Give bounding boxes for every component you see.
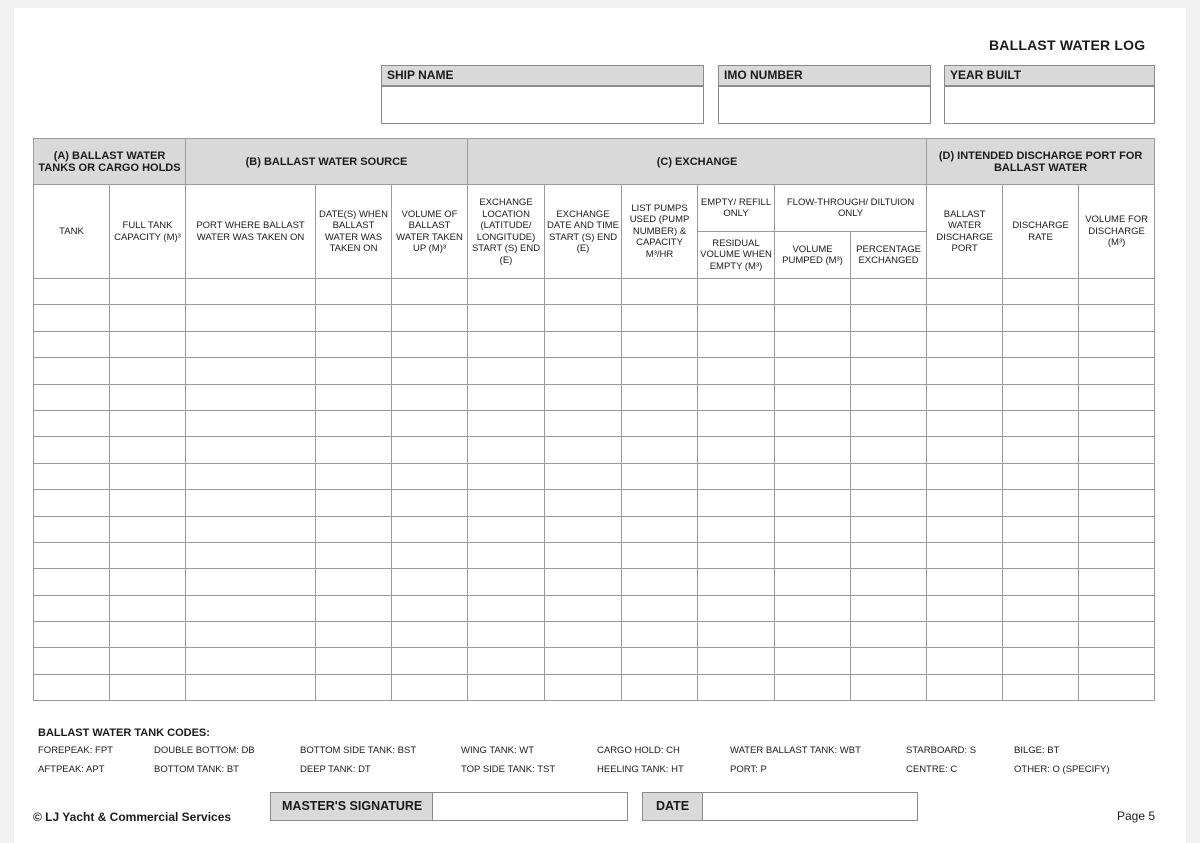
log-cell[interactable]	[1003, 437, 1079, 463]
log-cell[interactable]	[392, 463, 468, 489]
log-cell[interactable]	[34, 358, 110, 384]
code-wing-tank: WING TANK: WT	[461, 745, 535, 756]
log-cell[interactable]	[468, 648, 545, 674]
log-cell[interactable]	[468, 516, 545, 542]
log-cell[interactable]	[392, 410, 468, 436]
log-cell[interactable]	[775, 490, 851, 516]
log-cell[interactable]	[468, 569, 545, 595]
log-cell[interactable]	[110, 595, 186, 621]
code-top-side-tank: TOP SIDE TANK: TST	[461, 764, 556, 775]
log-cell[interactable]	[1079, 384, 1155, 410]
log-cell[interactable]	[392, 437, 468, 463]
col-residual-volume: RESIDUAL VOLUME WHEN EMPTY (M³)	[698, 232, 775, 279]
log-cell[interactable]	[468, 410, 545, 436]
log-cell[interactable]	[698, 569, 775, 595]
log-cell[interactable]	[186, 674, 316, 700]
code-aftpeak: AFTPEAK: APT	[38, 764, 105, 775]
section-b-header: (B) BALLAST WATER SOURCE	[186, 139, 468, 185]
log-cell[interactable]	[186, 542, 316, 568]
log-cell[interactable]	[316, 358, 392, 384]
log-row	[34, 463, 1155, 489]
log-cell[interactable]	[775, 648, 851, 674]
log-cell[interactable]	[927, 648, 1003, 674]
ship-name-field[interactable]	[381, 86, 704, 124]
log-cell[interactable]	[698, 595, 775, 621]
log-cell[interactable]	[392, 384, 468, 410]
log-row	[34, 674, 1155, 700]
log-cell[interactable]	[775, 279, 851, 305]
log-cell[interactable]	[316, 542, 392, 568]
col-tank: TANK	[34, 185, 110, 279]
log-cell[interactable]	[316, 516, 392, 542]
log-row	[34, 410, 1155, 436]
log-cell[interactable]	[34, 331, 110, 357]
log-cell[interactable]	[316, 384, 392, 410]
log-cell[interactable]	[1003, 542, 1079, 568]
log-cell[interactable]	[392, 622, 468, 648]
log-cell[interactable]	[34, 622, 110, 648]
log-cell[interactable]	[34, 463, 110, 489]
log-cell[interactable]	[698, 305, 775, 331]
log-cell[interactable]	[775, 437, 851, 463]
code-deep-tank: DEEP TANK: DT	[300, 764, 371, 775]
log-cell[interactable]	[1003, 305, 1079, 331]
log-cell[interactable]	[622, 622, 698, 648]
master-signature-field[interactable]	[432, 792, 628, 821]
log-cell[interactable]	[392, 279, 468, 305]
col-discharge-port: BALLAST WATER DISCHARGE PORT	[927, 185, 1003, 279]
log-cell[interactable]	[1079, 595, 1155, 621]
log-cell[interactable]	[545, 410, 622, 436]
log-cell[interactable]	[927, 595, 1003, 621]
log-cell[interactable]	[775, 331, 851, 357]
tank-codes-title: BALLAST WATER TANK CODES:	[38, 727, 210, 739]
log-cell[interactable]	[34, 490, 110, 516]
log-cell[interactable]	[110, 542, 186, 568]
code-forepeak: FOREPEAK: FPT	[38, 745, 113, 756]
log-cell[interactable]	[1079, 331, 1155, 357]
log-cell[interactable]	[545, 305, 622, 331]
log-cell[interactable]	[1003, 463, 1079, 489]
log-cell[interactable]	[468, 490, 545, 516]
log-row	[34, 622, 1155, 648]
log-cell[interactable]	[927, 569, 1003, 595]
log-row	[34, 358, 1155, 384]
log-cell[interactable]	[545, 490, 622, 516]
log-cell[interactable]	[1003, 648, 1079, 674]
log-cell[interactable]	[927, 384, 1003, 410]
log-cell[interactable]	[1079, 542, 1155, 568]
log-row	[34, 305, 1155, 331]
log-cell[interactable]	[1079, 622, 1155, 648]
log-cell[interactable]	[545, 569, 622, 595]
log-cell[interactable]	[186, 516, 316, 542]
log-cell[interactable]	[468, 463, 545, 489]
log-cell[interactable]	[545, 595, 622, 621]
log-cell[interactable]	[545, 674, 622, 700]
log-cell[interactable]	[622, 595, 698, 621]
code-bottom-side-tank: BOTTOM SIDE TANK: BST	[300, 745, 417, 756]
log-cell[interactable]	[851, 490, 927, 516]
log-cell[interactable]	[622, 463, 698, 489]
log-cell[interactable]	[110, 305, 186, 331]
log-cell[interactable]	[851, 384, 927, 410]
code-other: OTHER: O (SPECIFY)	[1014, 764, 1110, 775]
log-cell[interactable]	[545, 542, 622, 568]
log-row	[34, 384, 1155, 410]
ship-name-label: SHIP NAME	[381, 65, 704, 86]
log-cell[interactable]	[622, 437, 698, 463]
log-cell[interactable]	[545, 622, 622, 648]
log-cell[interactable]	[392, 490, 468, 516]
log-cell[interactable]	[622, 490, 698, 516]
col-exchange-date-time: EXCHANGE DATE AND TIME START (S) END (E)	[545, 185, 622, 279]
log-cell[interactable]	[698, 437, 775, 463]
log-cell[interactable]	[1079, 648, 1155, 674]
log-cell[interactable]	[927, 410, 1003, 436]
log-cell[interactable]	[468, 674, 545, 700]
log-cell[interactable]	[186, 358, 316, 384]
log-cell[interactable]	[927, 674, 1003, 700]
log-cell[interactable]	[1003, 595, 1079, 621]
log-cell[interactable]	[927, 279, 1003, 305]
log-cell[interactable]	[186, 569, 316, 595]
imo-number-field[interactable]	[718, 86, 931, 124]
log-cell[interactable]	[1079, 437, 1155, 463]
log-cell[interactable]	[34, 595, 110, 621]
log-cell[interactable]	[392, 569, 468, 595]
log-cell[interactable]	[698, 384, 775, 410]
section-a-header: (A) BALLAST WATER TANKS OR CARGO HOLDS	[34, 139, 186, 185]
log-cell[interactable]	[110, 384, 186, 410]
log-cell[interactable]	[1079, 410, 1155, 436]
log-cell[interactable]	[1079, 279, 1155, 305]
log-cell[interactable]	[110, 358, 186, 384]
log-cell[interactable]	[698, 648, 775, 674]
log-cell[interactable]	[110, 410, 186, 436]
log-cell[interactable]	[316, 331, 392, 357]
log-cell[interactable]	[186, 279, 316, 305]
log-cell[interactable]	[775, 674, 851, 700]
log-cell[interactable]	[851, 622, 927, 648]
col-discharge-rate: DISCHARGE RATE	[1003, 185, 1079, 279]
log-cell[interactable]	[927, 542, 1003, 568]
log-cell[interactable]	[775, 542, 851, 568]
log-cell[interactable]	[34, 437, 110, 463]
log-cell[interactable]	[851, 674, 927, 700]
log-cell[interactable]	[698, 490, 775, 516]
log-cell[interactable]	[1003, 384, 1079, 410]
log-row	[34, 516, 1155, 542]
date-label: DATE	[642, 792, 703, 821]
code-port: PORT: P	[730, 764, 767, 775]
log-cell[interactable]	[545, 279, 622, 305]
log-cell[interactable]	[1003, 516, 1079, 542]
log-cell[interactable]	[110, 463, 186, 489]
code-bilge: BILGE: BT	[1014, 745, 1060, 756]
log-cell[interactable]	[622, 569, 698, 595]
log-cell[interactable]	[622, 674, 698, 700]
col-empty-refill-only: EMPTY/ REFILL ONLY	[698, 185, 775, 232]
log-cell[interactable]	[927, 516, 1003, 542]
code-water-ballast-tank: WATER BALLAST TANK: WBT	[730, 745, 861, 756]
log-cell[interactable]	[622, 410, 698, 436]
log-cell[interactable]	[775, 569, 851, 595]
section-c-header: (C) EXCHANGE	[468, 139, 927, 185]
log-cell[interactable]	[468, 595, 545, 621]
col-dates-taken-on: DATE(S) WHEN BALLAST WATER WAS TAKEN ON	[316, 185, 392, 279]
col-exchange-location: EXCHANGE LOCATION (LATITUDE/ LONGITUDE) START (S) END (E)	[468, 185, 545, 279]
log-cell[interactable]	[851, 410, 927, 436]
log-cell[interactable]	[34, 674, 110, 700]
log-cell[interactable]	[110, 569, 186, 595]
imo-number-label: IMO NUMBER	[718, 65, 931, 86]
log-cell[interactable]	[1003, 331, 1079, 357]
col-volume-for-discharge: VOLUME FOR DISCHARGE (M³)	[1079, 185, 1155, 279]
log-cell[interactable]	[186, 305, 316, 331]
log-cell[interactable]	[34, 279, 110, 305]
log-cell[interactable]	[34, 410, 110, 436]
log-cell[interactable]	[186, 648, 316, 674]
log-cell[interactable]	[775, 595, 851, 621]
log-cell[interactable]	[1003, 674, 1079, 700]
log-cell[interactable]	[316, 437, 392, 463]
log-cell[interactable]	[851, 305, 927, 331]
log-cell[interactable]	[851, 437, 927, 463]
log-cell[interactable]	[1003, 622, 1079, 648]
col-port-taken-on: PORT WHERE BALLAST WATER WAS TAKEN ON	[186, 185, 316, 279]
log-cell[interactable]	[622, 305, 698, 331]
log-cell[interactable]	[34, 542, 110, 568]
log-cell[interactable]	[927, 358, 1003, 384]
log-cell[interactable]	[316, 463, 392, 489]
form-title: BALLAST WATER LOG	[989, 37, 1146, 53]
log-cell[interactable]	[698, 331, 775, 357]
log-cell[interactable]	[545, 648, 622, 674]
log-cell[interactable]	[1003, 358, 1079, 384]
log-cell[interactable]	[775, 358, 851, 384]
log-cell[interactable]	[927, 463, 1003, 489]
code-bottom-tank: BOTTOM TANK: BT	[154, 764, 239, 775]
log-cell[interactable]	[186, 595, 316, 621]
copyright-text: © LJ Yacht & Commercial Services	[33, 810, 232, 824]
log-cell[interactable]	[698, 674, 775, 700]
ballast-log-table	[33, 138, 1155, 701]
log-cell[interactable]	[186, 331, 316, 357]
log-cell[interactable]	[468, 305, 545, 331]
page-number: Page 5	[1117, 809, 1156, 823]
log-cell[interactable]	[1003, 279, 1079, 305]
log-cell[interactable]	[622, 331, 698, 357]
log-body	[34, 279, 1155, 701]
log-cell[interactable]	[927, 490, 1003, 516]
log-cell[interactable]	[851, 542, 927, 568]
log-cell[interactable]	[1079, 674, 1155, 700]
log-cell[interactable]	[468, 279, 545, 305]
log-cell[interactable]	[622, 648, 698, 674]
log-cell[interactable]	[468, 358, 545, 384]
log-row	[34, 542, 1155, 568]
log-cell[interactable]	[186, 437, 316, 463]
log-cell[interactable]	[927, 305, 1003, 331]
log-cell[interactable]	[698, 358, 775, 384]
log-cell[interactable]	[1079, 490, 1155, 516]
log-cell[interactable]	[468, 331, 545, 357]
log-cell[interactable]	[468, 622, 545, 648]
log-cell[interactable]	[1079, 569, 1155, 595]
log-cell[interactable]	[622, 516, 698, 542]
log-cell[interactable]	[34, 516, 110, 542]
log-cell[interactable]	[110, 622, 186, 648]
log-cell[interactable]	[468, 542, 545, 568]
log-cell[interactable]	[392, 331, 468, 357]
log-cell[interactable]	[392, 358, 468, 384]
code-starboard: STARBOARD: S	[906, 745, 977, 756]
log-cell[interactable]	[545, 516, 622, 542]
log-cell[interactable]	[545, 331, 622, 357]
code-double-bottom: DOUBLE BOTTOM: DB	[154, 745, 255, 756]
log-cell[interactable]	[622, 384, 698, 410]
log-cell[interactable]	[316, 648, 392, 674]
log-cell[interactable]	[186, 463, 316, 489]
log-cell[interactable]	[1079, 305, 1155, 331]
col-volume-pumped: VOLUME PUMPED (M³)	[775, 232, 851, 279]
log-cell[interactable]	[698, 542, 775, 568]
code-heeling-tank: HEELING TANK: HT	[597, 764, 684, 775]
log-cell[interactable]	[110, 437, 186, 463]
log-cell[interactable]	[927, 437, 1003, 463]
log-cell[interactable]	[392, 648, 468, 674]
log-cell[interactable]	[775, 622, 851, 648]
log-cell[interactable]	[545, 437, 622, 463]
log-row	[34, 595, 1155, 621]
log-row	[34, 279, 1155, 305]
log-cell[interactable]	[316, 279, 392, 305]
log-cell[interactable]	[775, 305, 851, 331]
log-cell[interactable]	[775, 384, 851, 410]
col-volume-taken-up: VOLUME OF BALLAST WATER TAKEN UP (M)³	[392, 185, 468, 279]
log-cell[interactable]	[186, 622, 316, 648]
log-cell[interactable]	[110, 279, 186, 305]
log-cell[interactable]	[1079, 516, 1155, 542]
log-cell[interactable]	[110, 648, 186, 674]
log-row	[34, 648, 1155, 674]
log-row	[34, 569, 1155, 595]
col-full-tank-capacity: FULL TANK CAPACITY (M)³	[110, 185, 186, 279]
log-cell[interactable]	[1079, 463, 1155, 489]
log-cell[interactable]	[316, 622, 392, 648]
log-cell[interactable]	[1079, 358, 1155, 384]
log-cell[interactable]	[392, 595, 468, 621]
code-cargo-hold: CARGO HOLD: CH	[597, 745, 680, 756]
log-cell[interactable]	[316, 490, 392, 516]
log-cell[interactable]	[545, 463, 622, 489]
section-d-header: (D) INTENDED DISCHARGE PORT FOR BALLAST WATER	[927, 139, 1155, 185]
log-cell[interactable]	[316, 305, 392, 331]
log-cell[interactable]	[851, 595, 927, 621]
log-cell[interactable]	[186, 490, 316, 516]
log-cell[interactable]	[34, 648, 110, 674]
log-cell[interactable]	[622, 279, 698, 305]
log-cell[interactable]	[392, 516, 468, 542]
log-cell[interactable]	[1003, 410, 1079, 436]
log-cell[interactable]	[622, 358, 698, 384]
log-cell[interactable]	[34, 384, 110, 410]
log-cell[interactable]	[851, 463, 927, 489]
log-cell[interactable]	[775, 410, 851, 436]
log-cell[interactable]	[851, 516, 927, 542]
log-cell[interactable]	[34, 305, 110, 331]
log-cell[interactable]	[110, 490, 186, 516]
log-cell[interactable]	[851, 279, 927, 305]
log-cell[interactable]	[851, 569, 927, 595]
log-cell[interactable]	[34, 569, 110, 595]
log-cell[interactable]	[316, 410, 392, 436]
log-cell[interactable]	[110, 331, 186, 357]
log-cell[interactable]	[545, 358, 622, 384]
log-cell[interactable]	[698, 516, 775, 542]
log-cell[interactable]	[622, 542, 698, 568]
year-built-label: YEAR BUILT	[944, 65, 1155, 86]
log-cell[interactable]	[851, 648, 927, 674]
log-cell[interactable]	[698, 622, 775, 648]
log-cell[interactable]	[545, 384, 622, 410]
log-cell[interactable]	[1003, 490, 1079, 516]
log-row	[34, 437, 1155, 463]
log-cell[interactable]	[468, 437, 545, 463]
log-cell[interactable]	[851, 331, 927, 357]
log-cell[interactable]	[775, 463, 851, 489]
log-cell[interactable]	[468, 384, 545, 410]
log-cell[interactable]	[927, 622, 1003, 648]
code-centre: CENTRE: C	[906, 764, 958, 775]
log-cell[interactable]	[392, 305, 468, 331]
log-cell[interactable]	[110, 516, 186, 542]
log-cell[interactable]	[698, 279, 775, 305]
log-row	[34, 331, 1155, 357]
log-cell[interactable]	[392, 542, 468, 568]
log-cell[interactable]	[927, 331, 1003, 357]
log-cell[interactable]	[186, 410, 316, 436]
col-pumps-used: LIST PUMPS USED (PUMP NUMBER) & CAPACITY M³/HR	[622, 185, 698, 279]
log-cell[interactable]	[698, 410, 775, 436]
log-cell[interactable]	[110, 674, 186, 700]
log-cell[interactable]	[698, 463, 775, 489]
date-field[interactable]	[702, 792, 918, 821]
log-cell[interactable]	[392, 674, 468, 700]
log-cell[interactable]	[851, 358, 927, 384]
log-cell[interactable]	[316, 674, 392, 700]
col-flow-through-dilution: FLOW-THROUGH/ DILTUION ONLY	[775, 185, 927, 232]
log-cell[interactable]	[186, 384, 316, 410]
log-cell[interactable]	[316, 569, 392, 595]
log-row	[34, 490, 1155, 516]
master-signature-label: MASTER'S SIGNATURE	[270, 792, 433, 821]
log-cell[interactable]	[1003, 569, 1079, 595]
col-percentage-exchanged: PERCENTAGE EXCHANGED	[851, 232, 927, 279]
year-built-field[interactable]	[944, 86, 1155, 124]
log-cell[interactable]	[316, 595, 392, 621]
log-cell[interactable]	[775, 516, 851, 542]
